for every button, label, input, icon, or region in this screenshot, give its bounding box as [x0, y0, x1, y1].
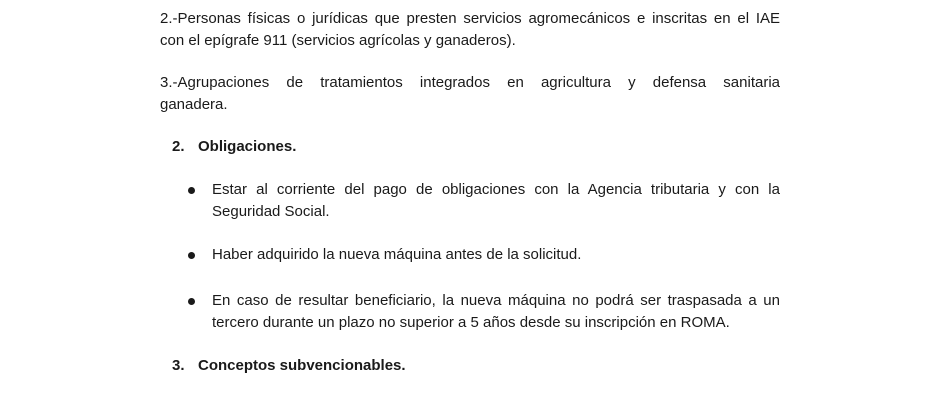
bullet-line: Haber adquirido la nueva máquina antes de la solicitud.: [212, 246, 582, 263]
section-heading-conceptos: [172, 355, 406, 377]
bullet-line: Estar al corriente del pago de obligaciones con la Agencia tributaria y con la: [212, 181, 780, 198]
paragraph-item-2: [160, 8, 780, 52]
bullet-icon: [188, 252, 195, 259]
bullet-line: tercero durante un plazo no superior a 5 años desde su inscripción en ROMA.: [212, 314, 730, 331]
section-title: Obligaciones.: [198, 138, 297, 155]
paragraph-line: ganadera.: [160, 96, 228, 113]
bullet-icon: [188, 187, 195, 194]
bullet-text: [212, 244, 780, 266]
section-number: 3.: [172, 357, 185, 374]
bullet-line: En caso de resultar beneficiario, la nueva máquina no podrá ser traspasada a un: [212, 292, 780, 309]
paragraph-line: 2.-Personas físicas o jurídicas que presten servicios agromecánicos e inscritas en el IAE: [160, 10, 780, 27]
bullet-text: [212, 290, 780, 334]
bullet-icon: [188, 298, 195, 305]
section-title: Conceptos subvencionables.: [198, 357, 406, 374]
paragraph-item-3: [160, 72, 780, 116]
section-heading-obligaciones: [172, 136, 296, 158]
bullet-text: [212, 179, 780, 223]
section-number: 2.: [172, 138, 185, 155]
paragraph-line: con el epígrafe 911 (servicios agrícolas y ganaderos).: [160, 32, 516, 49]
paragraph-line: 3.-Agrupaciones de tratamientos integrados en agricultura y defensa sanitaria: [160, 74, 780, 91]
bullet-line: Seguridad Social.: [212, 203, 330, 220]
